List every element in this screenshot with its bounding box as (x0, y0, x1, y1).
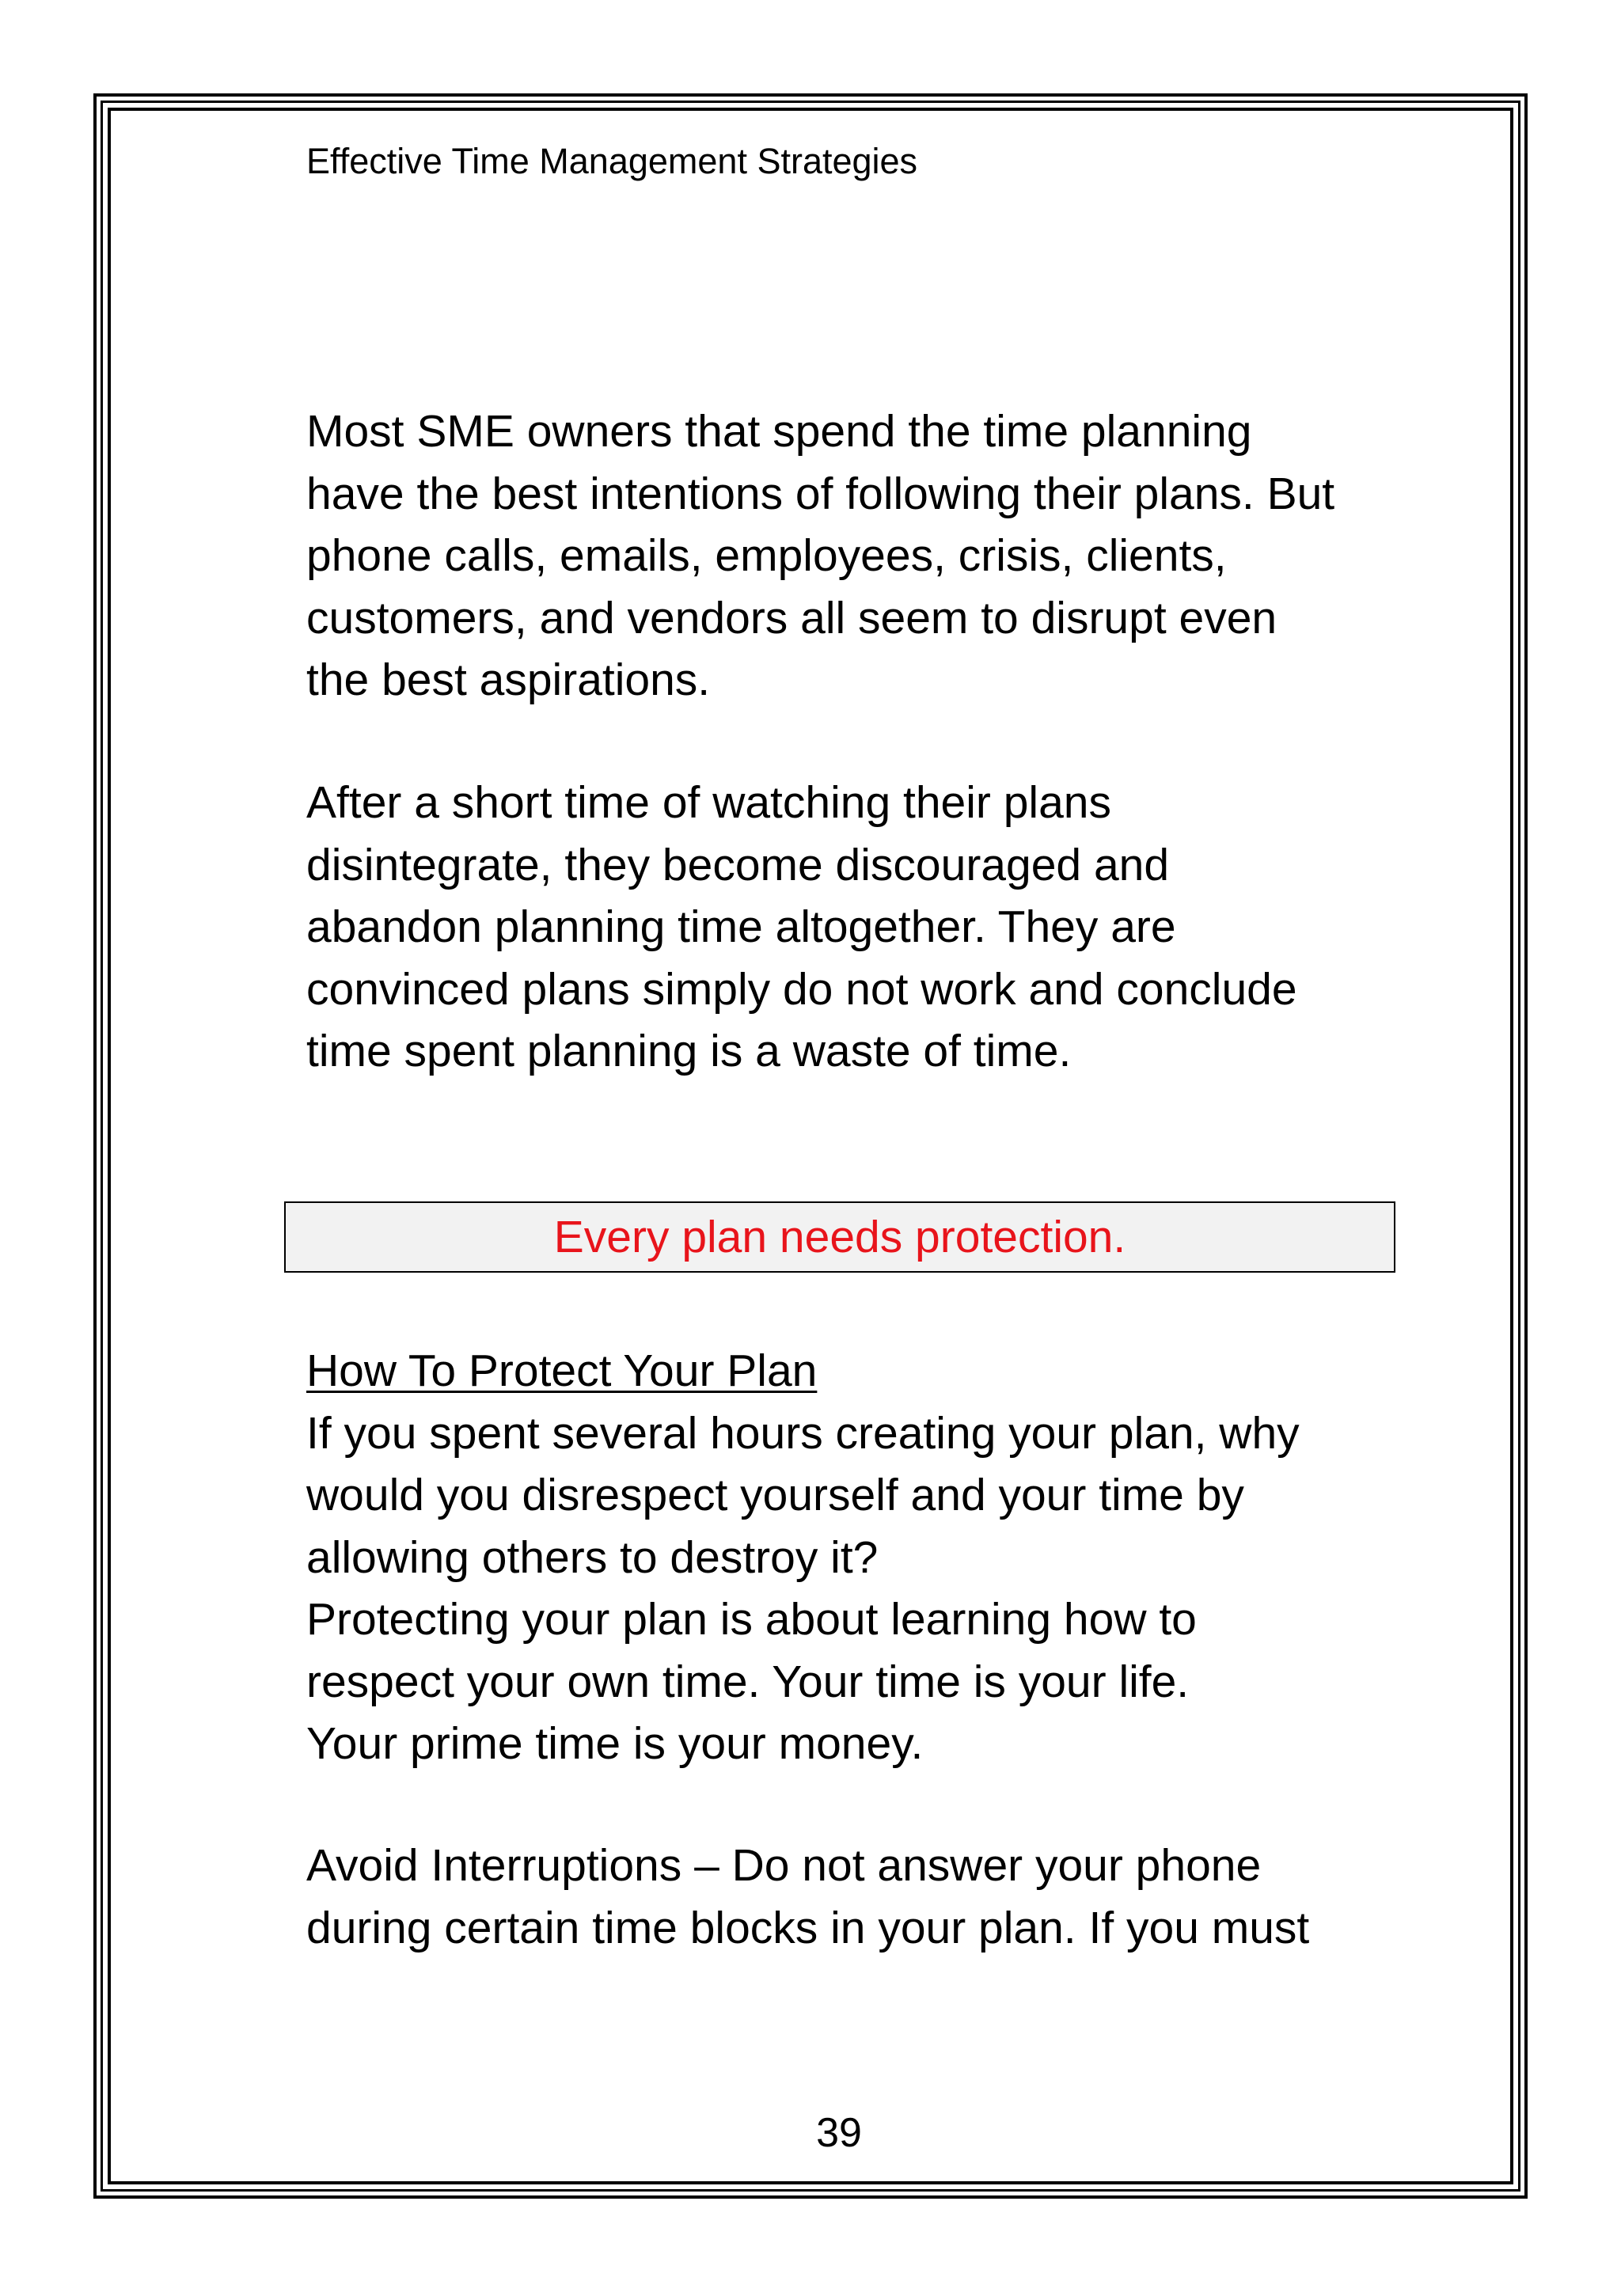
running-header: Effective Time Management Strategies (306, 141, 918, 181)
paragraph-plans-disintegrate (306, 772, 1414, 1083)
section-heading: How To Protect Your Plan (306, 1345, 818, 1396)
callout-box (284, 1201, 1395, 1273)
text-line: have the best intentions of following their plans. But (306, 468, 1335, 519)
text-line: If you spent several hours creating your plan, why (306, 1407, 1300, 1459)
callout-text: Every plan needs protection. (553, 1212, 1126, 1262)
text-line: customers, and vendors all seem to disrupt even (306, 592, 1277, 643)
text-line: disintegrate, they become discouraged and (306, 839, 1170, 890)
text-line: allowing others to destroy it? (306, 1531, 879, 1583)
text-line: phone calls, emails, employees, crisis, clients, (306, 530, 1227, 581)
paragraph-avoid-interruptions (306, 1835, 1414, 1959)
section-protect-your-plan (306, 1340, 1414, 1775)
text-line: Protecting your plan is about learning how to (306, 1594, 1197, 1645)
text-line: abandon planning time altogether. They are (306, 901, 1176, 952)
text-line: Your prime time is your money. (306, 1718, 924, 1769)
text-line: the best aspirations. (306, 655, 711, 705)
text-line: Avoid Interruptions – Do not answer your phone (306, 1840, 1262, 1891)
text-line: respect your own time. Your time is your life. (306, 1656, 1190, 1707)
text-line: Most SME owners that spend the time planning (306, 406, 1252, 457)
page-number: 39 (816, 2110, 862, 2156)
text-line: convinced plans simply do not work and conclude (306, 963, 1297, 1015)
text-line: during certain time blocks in your plan. If you must (306, 1902, 1310, 1953)
text-line: time spent planning is a waste of time. (306, 1026, 1072, 1076)
text-line: would you disrespect yourself and your time by (306, 1470, 1244, 1520)
text-line: After a short time of watching their plans (306, 777, 1111, 828)
paragraph-planning-intentions (306, 400, 1414, 712)
